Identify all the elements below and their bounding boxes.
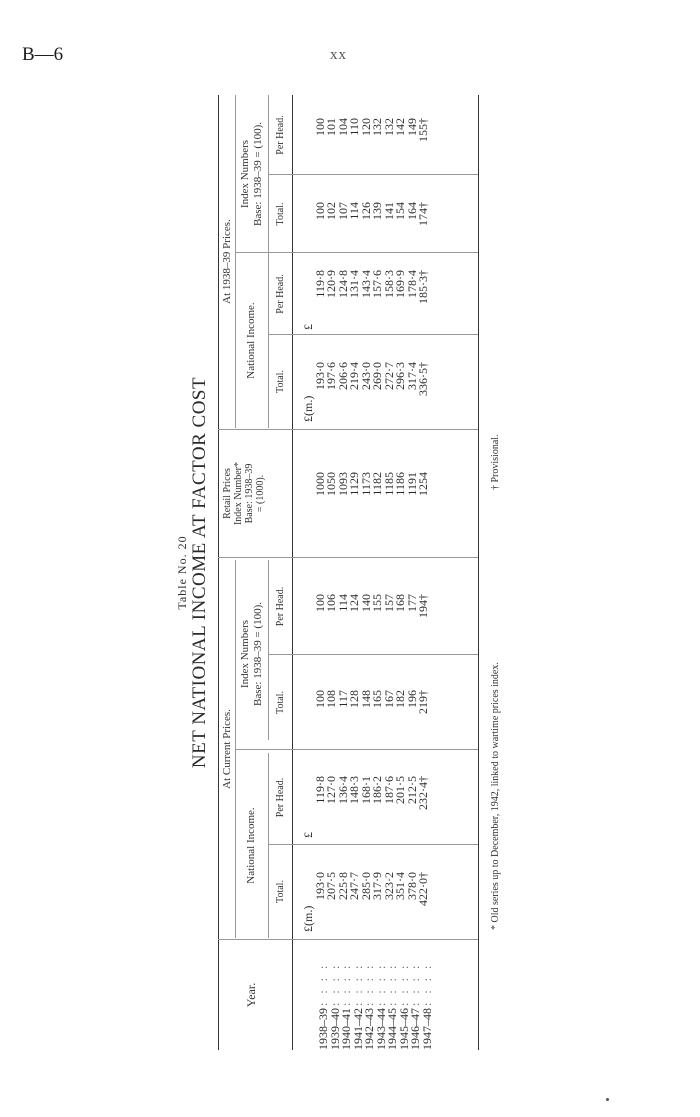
table-cell: 104 <box>335 118 350 136</box>
col-header-per-head: Per Head. <box>275 777 286 818</box>
year-cell: 1943–44: : : : <box>373 962 388 1050</box>
year-cell: 1944–45: : : : <box>385 962 399 1050</box>
table-cell: 269·0 <box>370 362 384 390</box>
table-cell: 194† <box>416 594 430 618</box>
table-cell: 1182 <box>370 472 384 496</box>
table-cell: 1254 <box>416 472 430 496</box>
table-cell: 155† <box>416 118 430 142</box>
table-cell: 100 <box>312 594 327 612</box>
table-cell: 1050 <box>324 472 338 496</box>
table-cell: 201·5 <box>393 776 407 804</box>
table-cell: 196 <box>404 690 419 708</box>
year-cell: 1939–40: : : : <box>327 962 342 1050</box>
table-cell: 139 <box>370 202 384 220</box>
year-cell: 1945–46: : : : <box>396 962 411 1050</box>
col-header-per-head: Per Head. <box>275 586 286 627</box>
table-cell: 164 <box>404 202 419 220</box>
table-cell: 232·4† <box>416 776 430 810</box>
table-cell: 132 <box>381 118 396 136</box>
table-cell: 225·8 <box>335 872 350 900</box>
table-cell: 207·5 <box>324 872 338 900</box>
current-per-head-column <box>303 776 430 838</box>
table-cell: 243·0 <box>358 362 373 390</box>
bottom-rule <box>478 95 479 1050</box>
col-header-total: Total. <box>275 370 286 393</box>
table-cell: 126 <box>358 202 373 220</box>
table-cell: 148·3 <box>347 776 361 804</box>
table-cell: 100 <box>312 202 327 220</box>
table-cell: 141 <box>381 202 396 220</box>
table-cell: 157·6 <box>370 270 384 298</box>
table-cell: 100 <box>312 118 327 136</box>
constant-index-base: Base: 1938–39 = (100). <box>252 122 264 226</box>
col-header-per-head: Per Head. <box>275 274 286 314</box>
retail-prices-line-1: Retail Prices <box>222 468 233 519</box>
divider <box>235 749 478 750</box>
unit-label: £(m.) <box>301 395 315 422</box>
retail-index-column <box>312 472 430 520</box>
table-cell: 187·6 <box>381 776 396 804</box>
table-cell: 193·0 <box>312 872 327 900</box>
table-cell: 124·8 <box>335 270 350 298</box>
table-cell: 107 <box>335 202 350 220</box>
table-cell: 120·9 <box>324 270 338 298</box>
table-cell: 165 <box>370 690 384 708</box>
unit-label: £ <box>301 832 315 838</box>
divider <box>235 252 478 253</box>
table-cell: 174† <box>416 202 430 226</box>
table-cell: 1191 <box>404 472 419 496</box>
table-cell: 101 <box>324 118 338 136</box>
table-cell: 351·4 <box>393 872 407 900</box>
table-cell: 285·0 <box>358 872 373 900</box>
table-cell: 131·4 <box>347 270 361 298</box>
col-header-total: Total. <box>275 880 286 903</box>
table-cell: 378·0 <box>404 872 419 900</box>
table-cell: 182 <box>393 690 407 708</box>
retail-prices-line-3: Base: 1938–39 <box>244 463 255 524</box>
table-cell: 148 <box>358 690 373 708</box>
table-cell: 149 <box>404 118 419 136</box>
page-number: xx <box>330 47 347 63</box>
table-cell: 140 <box>358 594 373 612</box>
table-cell: 206·6 <box>335 362 350 390</box>
table-cell: 128 <box>347 690 361 708</box>
table-cell: 154 <box>393 202 407 220</box>
current-total-column <box>303 872 430 932</box>
year-cell: 1946–47: : : : <box>408 962 422 1050</box>
rotated-table-block <box>175 95 505 1050</box>
table-cell: 1129 <box>347 472 361 496</box>
year-column <box>318 940 433 1050</box>
year-cell: 1942–43: : : : <box>362 962 376 1050</box>
table-cell: 106 <box>324 594 338 612</box>
year-header: Year. <box>244 982 258 1008</box>
current-index-per-head-column <box>312 594 430 636</box>
table-cell: 168 <box>393 594 407 612</box>
divider <box>268 174 478 175</box>
current-index-rule <box>268 560 269 740</box>
table-cell: 177 <box>404 594 419 612</box>
table-cell: 219·4 <box>347 362 361 390</box>
constant-index-header: Index Numbers <box>239 139 251 209</box>
current-index-header: Index Numbers <box>239 619 251 689</box>
retail-prices-line-2: Index Number* <box>233 461 244 526</box>
table-cell: 117 <box>335 690 350 708</box>
current-national-income-header: National Income. <box>245 807 257 884</box>
footnote-dagger: † Provisional. <box>490 434 501 490</box>
unit-label: £(m.) <box>301 905 315 932</box>
col-header-total: Total. <box>275 691 286 714</box>
table-cell: 114 <box>335 594 350 612</box>
col-header-per-head: Per Head. <box>275 115 286 155</box>
constant-index-per-head-column <box>312 118 430 158</box>
divider <box>268 654 478 655</box>
constant-national-income-header: National Income. <box>245 302 257 379</box>
footnote-star: * Old series up to December, 1942, linked to wartime prices index. <box>490 662 501 930</box>
table-cell: 102 <box>324 202 338 220</box>
page-code: B—6 <box>22 44 64 65</box>
current-index-base: Base: 1938–39 = (100). <box>252 602 264 706</box>
table-number: Table No. 20 <box>175 535 189 610</box>
table-cell: 114 <box>347 202 361 220</box>
retail-prices-line-4: = (1000). <box>255 474 266 513</box>
table-cell: 422·0† <box>416 872 430 906</box>
table-cell: 186·2 <box>370 776 384 804</box>
table-cell: 119·8 <box>312 776 327 804</box>
table-cell: 119·8 <box>312 270 327 298</box>
table-cell: 143·4 <box>358 270 373 298</box>
constant-span-rule <box>235 95 236 428</box>
table-cell: 108 <box>324 690 338 708</box>
table-cell: 168·1 <box>358 776 373 804</box>
current-prices-header: At Current Prices. <box>221 709 233 789</box>
table-cell: 127·0 <box>324 776 338 804</box>
top-rule <box>218 95 219 1050</box>
table-cell: 212·5 <box>404 776 419 804</box>
header-bottom-rule <box>292 95 293 1050</box>
table-cell: 167 <box>381 690 396 708</box>
table-cell: 100 <box>312 690 327 708</box>
table-cell: 317·9 <box>370 872 384 900</box>
table-cell: 124 <box>347 594 361 612</box>
current-income-rule <box>268 753 269 938</box>
table-cell: 142 <box>393 118 407 136</box>
table-cell: 178·4 <box>404 270 419 298</box>
table-cell: 136·4 <box>335 776 350 804</box>
table-cell: 1186 <box>393 472 407 496</box>
current-index-total-column <box>312 690 430 732</box>
table-cell: 110 <box>347 118 361 136</box>
divider <box>268 844 478 845</box>
table-cell: 193·0 <box>312 362 327 390</box>
table-cell: 155 <box>370 594 384 612</box>
table-title: NET NATIONAL INCOME AT FACTOR COST <box>189 376 210 769</box>
table-cell: 132 <box>370 118 384 136</box>
table-cell: 272·7 <box>381 362 396 390</box>
table-cell: 157 <box>381 594 396 612</box>
table-cell: 219† <box>416 690 430 714</box>
table-cell: 120 <box>358 118 373 136</box>
constant-income-rule <box>268 253 269 428</box>
divider <box>268 334 478 335</box>
col-header-total: Total. <box>275 202 286 226</box>
year-cell: 1938–39: : : : <box>316 962 330 1050</box>
table-cell: 296·3 <box>393 362 407 390</box>
table-cell: 197·6 <box>324 362 338 390</box>
table-cell: 247·7 <box>347 872 361 900</box>
table-cell: 1000 <box>312 472 327 496</box>
table-cell: 323·2 <box>381 872 396 900</box>
year-cell: 1941–42: : : : <box>350 962 365 1050</box>
constant-total-column <box>303 362 430 422</box>
table-cell: 169·9 <box>393 270 407 298</box>
constant-prices-header: At 1938–39 Prices. <box>221 219 233 304</box>
year-cell: 1940–41: : : : <box>339 962 353 1050</box>
table-cell: 1185 <box>381 472 396 496</box>
table-cell: 185·3† <box>416 270 430 304</box>
table-cell: 336·5† <box>416 362 430 396</box>
constant-index-total-column <box>312 202 430 242</box>
unit-label: £ <box>301 324 315 330</box>
print-speck <box>606 1098 609 1101</box>
table-cell: 1093 <box>335 472 350 496</box>
table-cell: 1173 <box>358 472 373 496</box>
constant-per-head-column <box>303 270 430 330</box>
table-cell: 158·3 <box>381 270 396 298</box>
year-cell: 1947–48: : : : <box>419 962 434 1050</box>
table-cell: 317·4 <box>404 362 419 390</box>
